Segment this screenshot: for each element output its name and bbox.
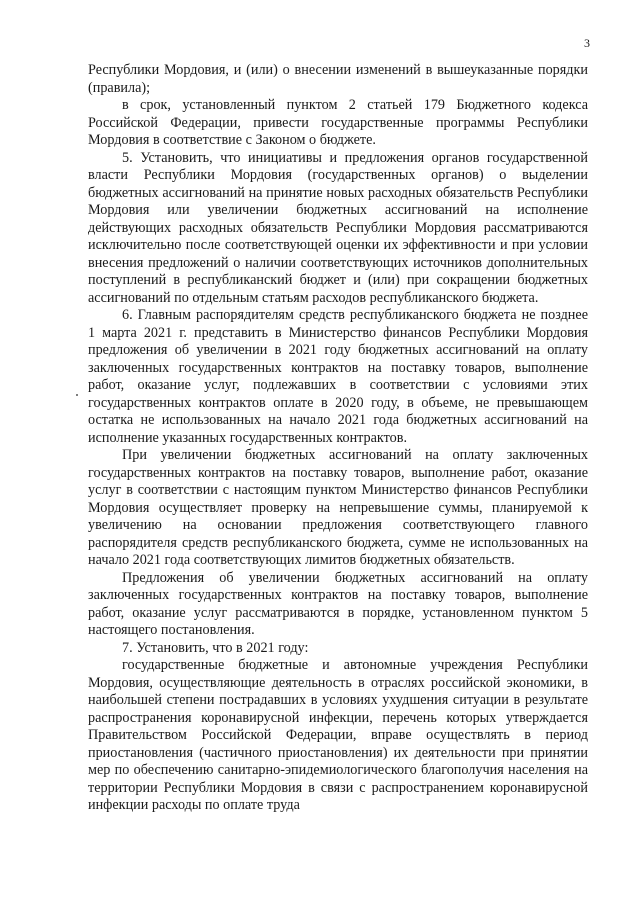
paragraph-continuation: Республики Мордовия, и (или) о внесении изменений в вышеуказанные порядки (правила);: [88, 62, 588, 96]
page-number: 3: [584, 36, 590, 50]
paragraph-item-6: 6. Главным распорядителям средств республиканского бюджета не позднее 1 марта 2021 г. представить в Министерство финансов Республики Мордовия предложения об увеличении в 2021 году бюджетных ассигнований на оплату заключенных государственных контрактов на поставку товаров, выполнение работ, оказание услуг, подлежавших в соответствии с условиями этих государственных контрактов оплате в 2020 году, в объеме, не превышающем остатка не использованных на начало 2021 года бюджетных ассигнований на исполнение указанных государственных контрактов.: [88, 307, 588, 446]
paragraph-item-7: 7. Установить, что в 2021 году:: [122, 639, 309, 656]
document-body: [88, 62, 588, 815]
paragraph-item-7-institutions: государственные бюджетные и автономные учреждения Республики Мордовия, осуществляющие деятельность в отраслях российской экономики, в наибольшей степени пострадавших в условиях ухудшения ситуации в результате распространения коронавирусной инфекции, перечень которых утверждается Правительством Российской Федерации, вправе осуществлять в период приостановления (частичного приостановления) их деятельности при принятии мер по обеспечению санитарно-эпидемиологического благополучия населения на территории Республики Мордовия в связи с распространением коронавирусной инфекции расходы по оплате труда: [88, 657, 588, 813]
paragraph-item-6-check: При увеличении бюджетных ассигнований на оплату заключенных государственных контрактов на поставку товаров, выполнение работ, оказание услуг в соответствии с настоящим пунктом Министерство финансов Республики Мордовия осуществляет проверку на непревышение суммы, планируемой к увеличению на основании предложения соответствующего главного распорядителя средств республиканского бюджета, сумме не использованных на начало 2021 года соответствующих лимитов бюджетных обязательств.: [88, 447, 588, 568]
paragraph-item-5: 5. Установить, что инициативы и предложения органов государственной власти Республики Мордовия (государственных органов) о выделении бюджетных ассигнований на принятие новых расходных обязательств Республики Мордовия или увеличении бюджетных ассигнований на исполнение действующих расходных обязательств Республики Мордовия рассматриваются исключительно после соответствующей оценки их эффективности и при условии внесения предложений о наличии соответствующих источников дополнительных поступлений в республиканский бюджет и (или) при сокращении бюджетных ассигнований по отдельным статьям расходов республиканского бюджета.: [88, 149, 588, 306]
scan-speck: [76, 394, 78, 396]
paragraph-budget-code-deadline: в срок, установленный пунктом 2 статьей 179 Бюджетного кодекса Российской Федерации, привести государственные программы Республики Мордовия в соответствие с Законом о бюджете.: [88, 97, 588, 148]
paragraph-item-6-proposals: Предложения об увеличении бюджетных ассигнований на оплату заключенных государственных контрактов на поставку товаров, выполнение работ, оказание услуг рассматриваются в порядке, установленном пунктом 5 настоящего постановления.: [88, 569, 588, 638]
